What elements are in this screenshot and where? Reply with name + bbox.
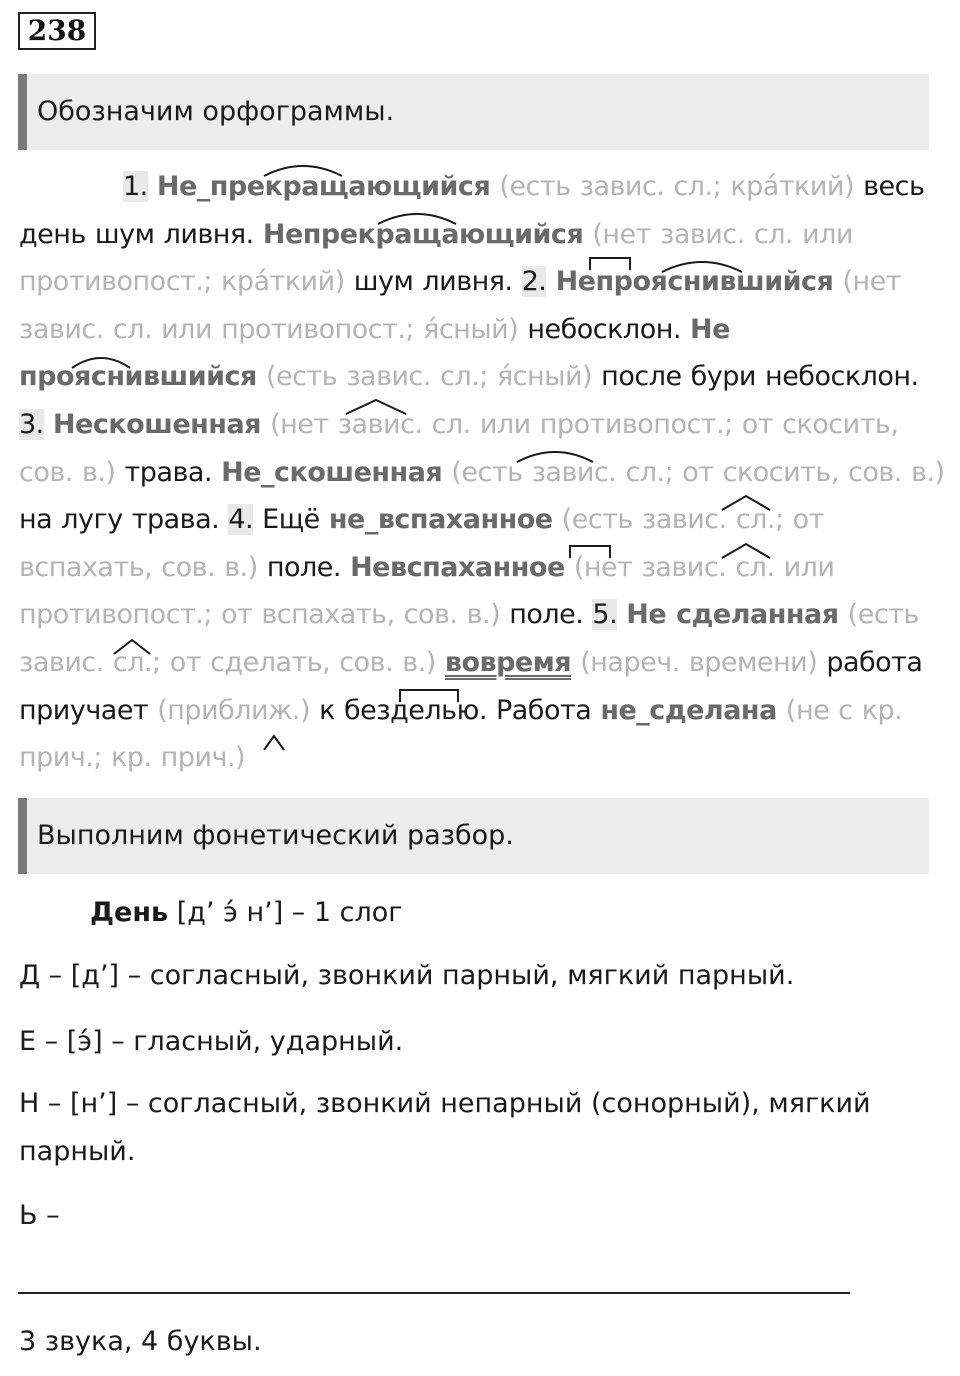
root-arc-mark: [660, 256, 744, 274]
example-5-word-separate: Не сделанная: [626, 599, 839, 631]
example-3-word-separate: Не_скошенная: [221, 456, 443, 488]
example-1-text-a: весь день шум ливня.: [19, 171, 925, 250]
examples-paragraph: [19, 163, 949, 782]
example-2-word-separate: Не прояснившийся: [19, 313, 730, 393]
example-1-word-joined: Непрекращающийся: [262, 218, 584, 250]
phonetic-line-d: Д – [д’] – согласный, звонкий парный, мягкий парный.: [19, 960, 795, 991]
root-arc-mark: [70, 352, 132, 370]
example-number-1: 1.: [123, 171, 148, 202]
prefix-bracket-mark: [398, 688, 460, 704]
suffix-caret-mark: [112, 638, 152, 656]
example-2-word-joined: Непрояснившийся: [555, 266, 834, 298]
suffix-caret-mark: [720, 494, 772, 512]
example-4-text-a: поле.: [266, 551, 341, 583]
section-heading-orthograms: Обозначим орфограммы.: [18, 74, 929, 150]
example-3-text-a: трава.: [124, 456, 213, 488]
example-1-word-separate: Не_прекращающийся: [156, 171, 491, 202]
phonetic-line-e: Е – [э́] – гласный, ударный.: [19, 1026, 404, 1057]
phonetic-word: День: [90, 897, 169, 928]
phonetic-word-line: [90, 893, 402, 933]
example-3-word-joined: Нескошенная: [52, 408, 261, 440]
root-arc-mark: [376, 208, 458, 226]
example-number-5: 5.: [592, 599, 618, 631]
root-arc-mark: [515, 446, 595, 464]
exercise-number: 238: [18, 12, 96, 50]
suffix-caret-mark: [344, 398, 408, 416]
suffix-caret-mark: [720, 542, 772, 560]
example-number-2: 2.: [521, 266, 547, 298]
example-3-comment-separate: (есть завис. сл.; от скосить, сов. в.): [451, 456, 945, 488]
phonetic-line-soft-sign: Ь –: [19, 1200, 60, 1231]
example-5-text-a: работа приучает: [19, 646, 923, 726]
phonetic-line-n: Н – [н’] – согласный, звонкий непарный (сонорный), мягкий парный.: [19, 1088, 871, 1167]
example-4-word-separate: не_вспаханное: [328, 504, 553, 536]
example-5-short-participle: не_сделана: [600, 694, 777, 726]
divider-line: [18, 1292, 850, 1294]
example-5-adverb: вовремя: [444, 646, 572, 678]
example-5-comment-adverb: (нареч. времени): [580, 646, 818, 678]
example-5-comment-prefix: (приближ.): [157, 694, 311, 726]
phonetic-summary: 3 звука, 4 буквы.: [19, 1326, 262, 1357]
example-1-comment-joined: (нет завис. сл. или противопост.; кра́ткий): [19, 218, 853, 298]
example-4-text-lead: Ещё: [262, 504, 320, 536]
example-5-text-b: к безделью. Работа: [319, 694, 592, 726]
prefix-bracket-mark: [568, 544, 612, 560]
example-2-text-a: небосклон.: [527, 313, 681, 345]
example-number-4: 4.: [228, 504, 254, 536]
example-2-comment-joined: (нет завис. сл. или противопост.; я́сный): [19, 266, 901, 345]
example-4-comment-joined: (нет завис. сл. или противопост.; от вспахать, сов. в.): [19, 551, 835, 631]
section-heading-phonetic: Выполним фонетический разбор.: [18, 798, 929, 874]
phonetic-transcription: [д’ э́ н’] – 1 слог: [176, 897, 403, 928]
example-3-comment-joined: (нет завис. сл. или противопост.; от скосить, сов. в.): [19, 408, 899, 488]
example-4-comment-separate: (есть завис. сл.; от вспахать, сов. в.): [19, 504, 824, 583]
suffix-caret-mark: [262, 734, 286, 752]
example-1-text-b: шум ливня.: [353, 266, 513, 298]
example-3-text-b: на лугу трава.: [19, 504, 220, 536]
example-4-text-b: поле.: [509, 599, 584, 631]
example-2-text-b: после бури небосклон.: [601, 361, 919, 393]
example-2-comment-separate: (есть завис. сл.; я́сный): [265, 361, 593, 393]
example-5-comment-separate: (есть завис. сл.; от сделать, сов. в.): [19, 599, 919, 678]
root-arc-mark: [262, 160, 344, 178]
prefix-bracket-mark: [588, 256, 632, 272]
example-5-comment-short: (не с кр. прич.; кр. прич.): [19, 694, 903, 774]
example-4-word-joined: Невспаханное: [350, 551, 565, 583]
example-1-comment-separate: (есть завис. сл.; кра́ткий): [499, 171, 854, 202]
example-number-3: 3.: [19, 408, 44, 440]
